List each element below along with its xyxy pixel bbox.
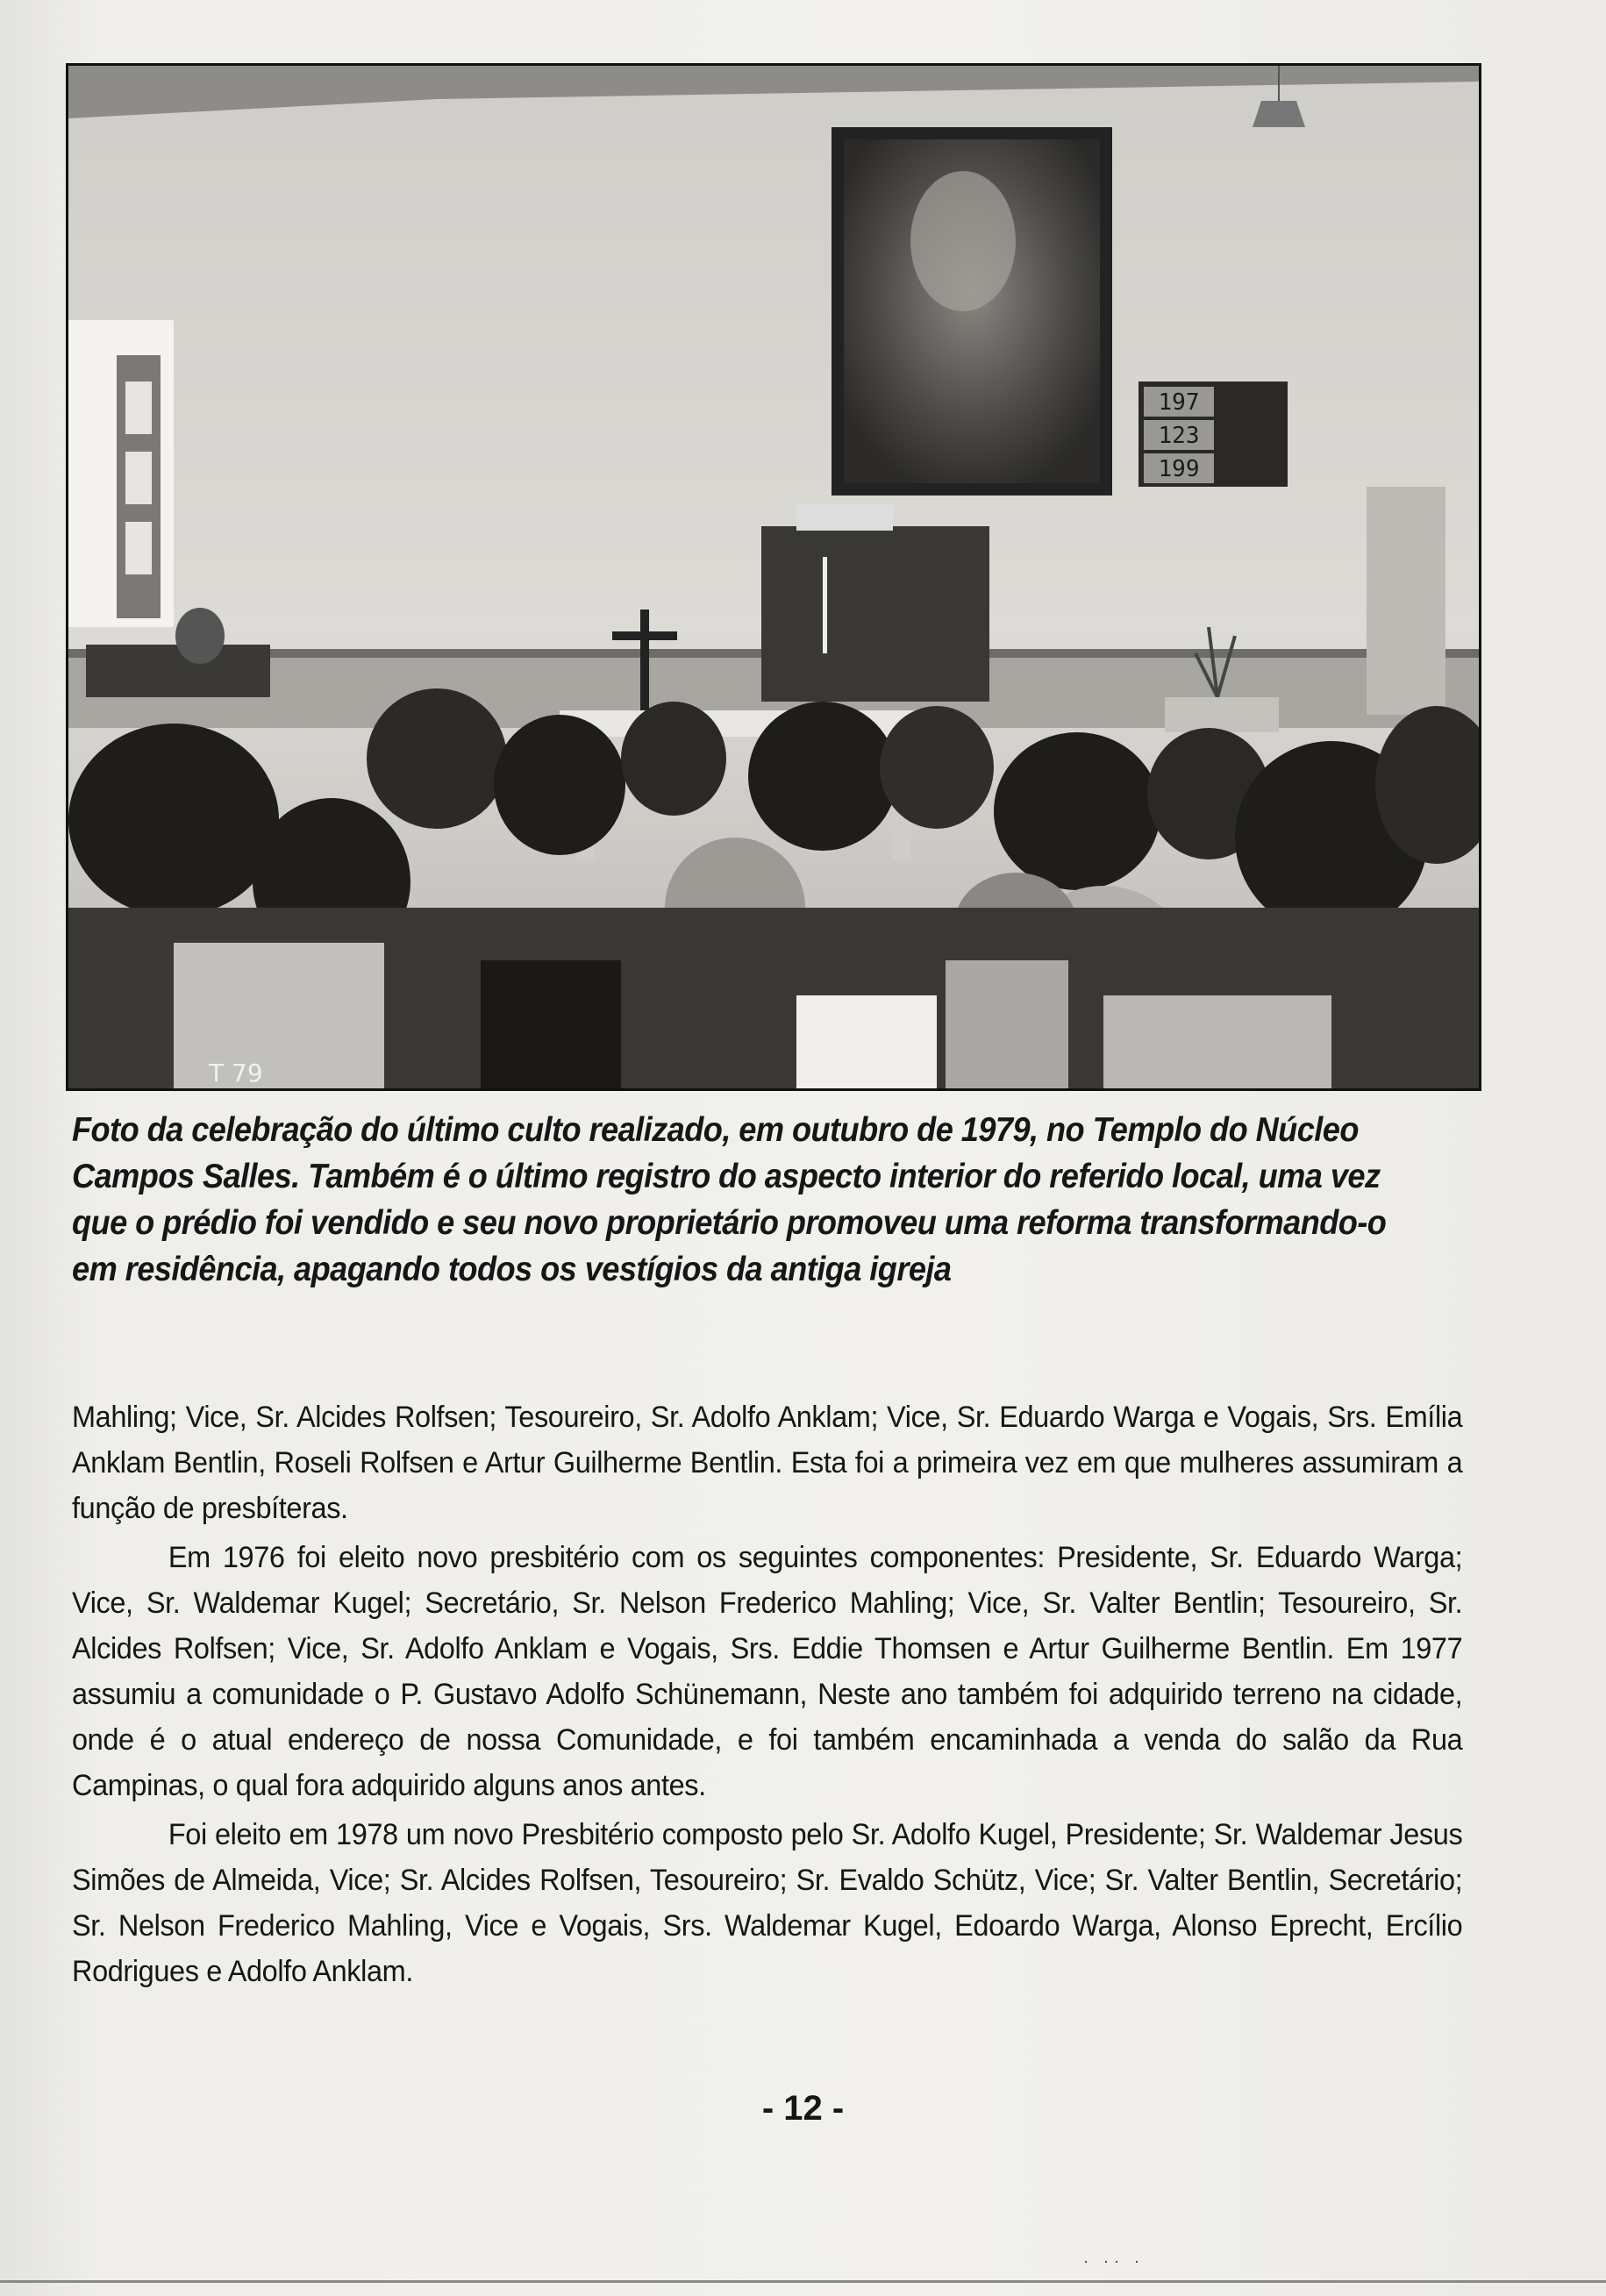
hymn-number-2: 123 xyxy=(1158,423,1200,449)
scan-edge-line xyxy=(0,2280,1606,2283)
paragraph-2: Em 1976 foi eleito novo presbitério com os seguintes componentes: Presidente, Sr. Eduardo Warga; Vice, Sr. Waldemar Kugel; Secretário, Sr. Nelson Frederico Mahling; Vice, Sr. Valter Bentlin; Tesoureiro, Sr. Alcides Rolfsen; Vice, Sr. Adolfo Anklam e Vogais, Srs. Eddie Thomsen e Artur Guilherme Bentlin. Em 1977 assumiu a comunidade o P. Gustavo Adolfo Schünemann, Neste ano também foi adquirido terreno na cidade, onde é o atual endereço de nossa Comunidade, e foi também encaminhada a venda do salão da Rua Campinas, o qual fora adquirido alguns anos antes. xyxy=(72,1541,1463,1802)
church-interior-photo xyxy=(66,63,1481,1091)
photo-caption: Foto da celebração do último culto realizado, em outubro de 1979, no Templo do Núcleo Campos Salles. Também é o último registro do aspecto interior do referido local, uma vez que o prédio foi vendido e seu novo proprietário promoveu uma reforma transformando-o em residência, apagando todos os vestígios da antiga igreja xyxy=(72,1111,1387,1288)
scan-specks: · ·· · xyxy=(1083,2252,1145,2270)
hymn-number-3: 199 xyxy=(1158,456,1200,482)
hymn-number-1: 197 xyxy=(1158,389,1200,416)
photo-illustration xyxy=(68,66,1479,1088)
page-number: - 12 - xyxy=(761,2089,845,2128)
film-date-mark: T 79 xyxy=(209,1059,263,1087)
article-body xyxy=(72,1394,1462,1998)
paragraph-3: Foi eleito em 1978 um novo Presbitério composto pelo Sr. Adolfo Kugel, Presidente; Sr. Waldemar Jesus Simões de Almeida, Vice; Sr. Alcides Rolfsen, Tesoureiro; Sr. Evaldo Schütz, Vice; Sr. Valter Bentlin, Secretário; Sr. Nelson Frederico Mahling, Vice e Vogais, Srs. Waldemar Kugel, Edoardo Warga, Alonso Eprecht, Ercílio Rodrigues e Adolfo Anklam. xyxy=(72,1818,1463,1988)
paragraph-1: Mahling; Vice, Sr. Alcides Rolfsen; Tesoureiro, Sr. Adolfo Anklam; Vice, Sr. Eduardo Warga e Vogais, Srs. Emília Anklam Bentlin, Roseli Rolfsen e Artur Guilherme Bentlin. Esta foi a primeira vez em que mulheres assumiram a função de presbíteras. xyxy=(72,1401,1463,1525)
